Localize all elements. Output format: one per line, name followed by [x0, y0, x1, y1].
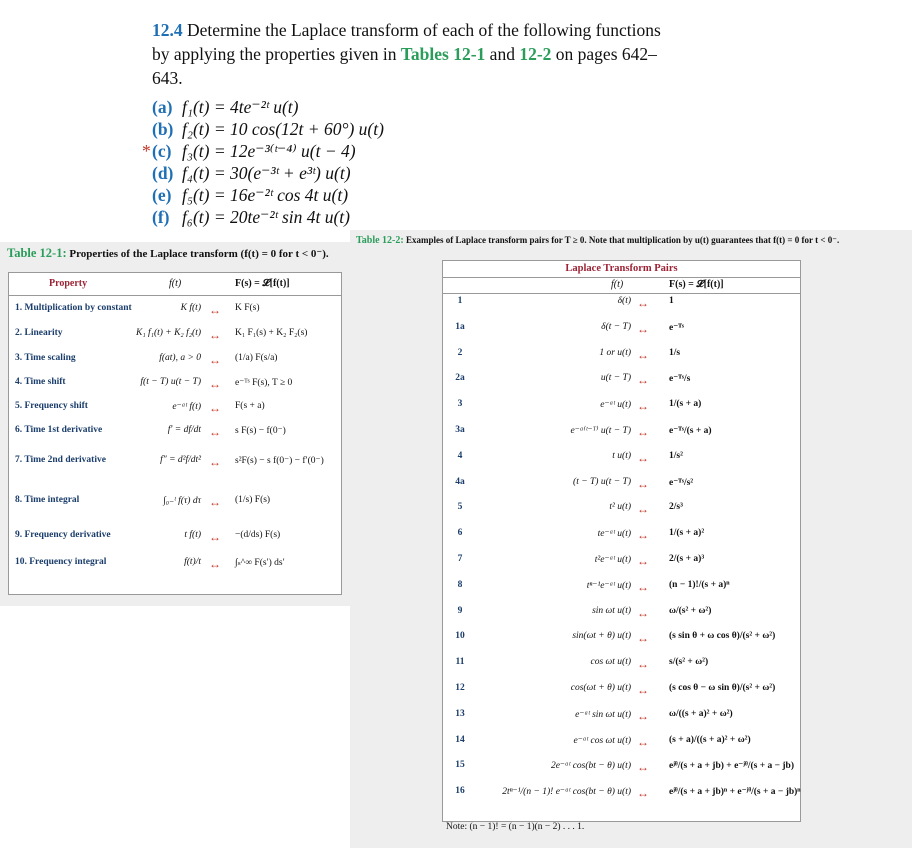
time-function-cell: f(t − T) u(t − T): [140, 377, 201, 387]
transform-cell: ω/(s² + ω²): [669, 605, 712, 616]
arrow-icon: ↔: [209, 328, 221, 342]
row-number: 8: [457, 579, 463, 590]
caption-text: Examples of Laplace transform pairs for T ≥ 0. Note that multiplication by u(t) guarantees that f(t) = 0 for t < 0⁻.: [405, 235, 840, 245]
arrow-icon: ↔: [209, 425, 221, 439]
row-number: 4a: [455, 476, 465, 487]
arrow-icon: ↔: [637, 425, 649, 439]
time-function-cell: e⁻ᵃᵗ u(t): [600, 400, 631, 411]
time-function-cell: te⁻ᵃᵗ u(t): [597, 529, 631, 540]
property-cell: 5. Frequency shift: [15, 401, 88, 411]
row-number: 11: [455, 657, 465, 668]
time-function-cell: f′ = df/dt: [167, 425, 201, 435]
header-property: Property: [49, 278, 88, 289]
arrow-icon: ↔: [209, 303, 221, 317]
transform-cell: e⁻ᵀˢ F(s), T ≥ 0: [235, 378, 293, 388]
problem-text-2: on pages 642–643.: [152, 44, 657, 88]
property-cell: 7. Time 2nd derivative: [15, 455, 106, 465]
property-cell: 6. Time 1st derivative: [15, 425, 103, 435]
arrow-icon: ↔: [637, 683, 649, 697]
part-expr: f₆(t) = 20te⁻²ᵗ sin 4t u(t): [182, 207, 351, 227]
table-row: [9, 401, 341, 421]
property-cell: 4. Time shift: [15, 377, 66, 387]
property-cell: 10. Frequency integral: [15, 557, 107, 567]
row-number: 3a: [455, 425, 465, 435]
arrow-icon: ↔: [637, 347, 649, 362]
row-number: 5: [457, 502, 463, 513]
time-function-cell: sin ωt u(t): [592, 605, 631, 616]
arrow-icon: ↔: [637, 296, 649, 310]
transform-cell: eʲᶿ/(s + a + jb)ⁿ + e⁻ʲᶿ/(s + a − jb)ⁿ: [669, 787, 801, 798]
arrow-icon: ↔: [209, 377, 221, 391]
arrow-icon: ↔: [637, 373, 649, 388]
time-function-cell: ∫₀₋ᵗ f(τ) dτ: [163, 496, 201, 506]
table-row: [9, 377, 341, 397]
arrow-icon: ↔: [637, 786, 649, 801]
transform-cell: K₁ F₁(s) + K₂ F₂(s): [235, 328, 308, 338]
row-number: 6: [457, 528, 463, 539]
arrow-icon: ↔: [637, 399, 649, 414]
transform-cell: (1/a) F(s/a): [235, 353, 278, 363]
arrow-icon: ↔: [637, 657, 649, 672]
transform-cell: 1: [669, 296, 674, 306]
time-function-cell: t f(t): [184, 530, 201, 540]
property-cell: 9. Frequency derivative: [15, 530, 111, 540]
transform-pairs-table: [442, 260, 801, 822]
row-number: 4: [457, 450, 463, 461]
table-12-1-caption: [7, 246, 329, 261]
part-f: [152, 206, 672, 228]
part-label: (a): [152, 97, 173, 117]
table-row: [9, 557, 341, 577]
row-number: 13: [455, 708, 465, 719]
and-word: and: [489, 44, 515, 64]
row-number: 1a: [455, 321, 465, 332]
transform-cell: (n − 1)!/(s + a)ⁿ: [669, 579, 730, 590]
caption-label: Table 12-1:: [7, 246, 67, 260]
transform-cell: e⁻ᵀˢ: [669, 322, 684, 333]
row-number: 1: [457, 296, 463, 306]
time-function-cell: t²e⁻ᵃᵗ u(t): [594, 555, 631, 565]
arrow-icon: ↔: [209, 557, 221, 571]
transform-cell: (1/s) F(s): [235, 495, 271, 505]
part-label: (e): [152, 185, 172, 205]
row-number: 12: [455, 683, 465, 693]
transform-cell: s F(s) − f(0⁻): [235, 426, 286, 436]
time-function-cell: δ(t − T): [601, 321, 631, 332]
transform-cell: 1/(s + a)²: [669, 528, 705, 539]
transform-cell: ω/((s + a)² + ω²): [669, 708, 733, 719]
header-F: F(s) = 𝓛[f(t)]: [235, 278, 290, 289]
properties-table: [8, 272, 342, 595]
part-label: (b): [152, 119, 174, 139]
table-ref-2[interactable]: 12-2: [519, 44, 552, 64]
arrow-icon: ↔: [209, 530, 221, 544]
transform-cell: s/(s² + ω²): [669, 657, 709, 668]
caption-label: Table 12-2:: [356, 235, 404, 246]
problem-parts: [142, 96, 672, 228]
time-function-cell: sin(ωt + θ) u(t): [572, 631, 631, 642]
transform-cell: eʲᶿ/(s + a + jb) + e⁻ʲᶿ/(s + a − jb): [669, 761, 795, 772]
table-ref-1[interactable]: Tables 12-1: [400, 44, 486, 64]
arrow-icon: ↔: [637, 528, 649, 543]
table-row: [9, 455, 341, 475]
row-number: 3: [457, 399, 463, 410]
time-function-cell: cos(ωt + θ) u(t): [570, 683, 631, 693]
arrow-icon: ↔: [637, 579, 649, 594]
time-function-cell: u(t − T): [600, 373, 631, 384]
row-number: 9: [457, 605, 463, 616]
time-function-cell: e⁻ᵃᵗ sin ωt u(t): [575, 709, 631, 720]
transform-cell: e⁻ᵀˢ/s²: [669, 477, 694, 488]
table-row: [9, 495, 341, 515]
transform-cell: e⁻ᵀˢ/s: [669, 374, 691, 385]
transform-cell: 2/s³: [669, 502, 683, 513]
table-header: [443, 277, 800, 294]
arrow-icon: ↔: [637, 734, 649, 749]
row-number: 10: [455, 631, 465, 642]
time-function-cell: e⁻ᵃᵗ cos ωt u(t): [573, 735, 631, 746]
problem-text-1: Determine the Laplace transform of each of the following functions by applying the properties given in: [152, 20, 661, 64]
time-function-cell: f(at), a > 0: [159, 353, 201, 363]
part-expr: f₅(t) = 16e⁻²ᵗ cos 4t u(t): [182, 185, 349, 205]
transform-cell: 1/(s + a): [669, 399, 702, 410]
arrow-icon: ↔: [637, 450, 649, 465]
arrow-icon: ↔: [209, 455, 221, 469]
time-function-cell: δ(t): [617, 296, 631, 306]
header-f: f(t): [611, 279, 624, 290]
row-number: 2a: [455, 373, 465, 384]
property-cell: 3. Time scaling: [15, 353, 76, 363]
table-row: [9, 530, 341, 550]
header-f: f(t): [169, 278, 182, 289]
part-label: (c): [152, 141, 172, 161]
arrow-icon: ↔: [637, 502, 649, 517]
part-e: [152, 184, 672, 206]
part-a: [152, 96, 672, 118]
arrow-icon: ↔: [637, 760, 649, 775]
arrow-icon: ↔: [209, 495, 221, 509]
transform-cell: K F(s): [235, 303, 260, 313]
arrow-icon: ↔: [209, 401, 221, 415]
arrow-icon: ↔: [637, 631, 649, 646]
row-number: 14: [455, 734, 465, 745]
problem-statement: [142, 18, 672, 228]
part-d: [152, 162, 672, 184]
time-function-cell: t² u(t): [609, 502, 631, 513]
caption-text: Properties of the Laplace transform (f(t) = 0 for t < 0⁻).: [69, 248, 329, 260]
arrow-icon: ↔: [637, 321, 649, 336]
time-function-cell: (t − T) u(t − T): [573, 476, 631, 487]
property-cell: 2. Linearity: [15, 328, 63, 338]
table-row: [9, 353, 341, 373]
transform-cell: F(s + a): [235, 401, 265, 411]
arrow-icon: ↔: [637, 476, 649, 491]
row-number: 16: [455, 786, 465, 797]
row-number: 7: [457, 554, 463, 564]
table-header: [9, 273, 341, 296]
part-label: (d): [152, 163, 174, 183]
property-cell: 8. Time integral: [15, 495, 80, 505]
time-function-cell: 2e⁻ᵃᵗ cos(bt − θ) u(t): [550, 761, 631, 772]
part-expr: f₂(t) = 10 cos(12t + 60°) u(t): [182, 119, 384, 139]
transform-cell: 1/s²: [669, 450, 683, 461]
time-function-cell: 2tⁿ⁻¹/(n − 1)! e⁻ᵃᵗ cos(bt − θ) u(t): [502, 787, 631, 798]
part-expr: f₃(t) = 12e⁻³⁽ᵗ⁻⁴⁾ u(t − 4): [182, 141, 356, 161]
part-expr: f₁(t) = 4te⁻²ᵗ u(t): [182, 97, 299, 117]
part-label: (f): [152, 207, 170, 227]
arrow-icon: ↔: [637, 554, 649, 568]
time-function-cell: t u(t): [612, 450, 631, 461]
time-function-cell: e⁻ᵃᵗ f(t): [172, 402, 201, 412]
time-function-cell: cos ωt u(t): [590, 657, 631, 668]
time-function-cell: 1 or u(t): [599, 347, 631, 358]
table-12-1-panel: [0, 242, 350, 606]
arrow-icon: ↔: [637, 708, 649, 723]
time-function-cell: K₁ f₁(t) + K₂ f₂(t): [135, 328, 201, 338]
transform-cell: e⁻ᵀˢ/(s + a): [669, 426, 712, 436]
part-b: [152, 118, 672, 140]
problem-number: 12.4: [152, 20, 183, 40]
transform-cell: −(d/ds) F(s): [235, 530, 281, 540]
table-note: Note: (n − 1)! = (n − 1)(n − 2) . . . 1.: [446, 822, 585, 832]
time-function-cell: f″ = d²f/dt²: [160, 455, 201, 465]
arrow-icon: ↔: [209, 353, 221, 367]
time-function-cell: e⁻ᵃ⁽ᵗ⁻ᵀ⁾ u(t − T): [570, 426, 631, 436]
transform-cell: (s sin θ + ω cos θ)/(s² + ω²): [669, 631, 776, 642]
arrow-icon: ↔: [637, 605, 649, 620]
transform-cell: (s + a)/((s + a)² + ω²): [669, 734, 751, 745]
table-title: Laplace Transform Pairs: [443, 261, 800, 278]
transform-cell: 1/s: [669, 347, 681, 358]
transform-cell: 2/(s + a)³: [669, 554, 705, 564]
time-function-cell: f(t)/t: [184, 557, 201, 567]
table-row: [9, 425, 341, 445]
part-c: [142, 140, 672, 162]
transform-cell: ∫ₛ^∞ F(s′) ds′: [235, 558, 285, 568]
table-12-2-caption: [356, 235, 839, 246]
transform-cell: (s cos θ − ω sin θ)/(s² + ω²): [669, 683, 776, 693]
property-cell: 1. Multiplication by constant: [15, 303, 132, 313]
time-function-cell: K f(t): [180, 303, 201, 313]
star-marker: *: [142, 141, 151, 161]
part-expr: f₄(t) = 30(e⁻³ᵗ + e³ᵗ) u(t): [182, 163, 351, 183]
transform-cell: s²F(s) − s f(0⁻) − f′(0⁻): [235, 456, 324, 466]
table-row: [9, 303, 341, 323]
table-row: [9, 328, 341, 348]
time-function-cell: tⁿ⁻¹e⁻ᵃᵗ u(t): [586, 580, 631, 591]
row-number: 15: [455, 760, 465, 771]
table-12-2-panel: [350, 230, 912, 848]
header-F: F(s) = 𝓛[f(t)]: [669, 279, 724, 290]
row-number: 2: [457, 347, 463, 358]
